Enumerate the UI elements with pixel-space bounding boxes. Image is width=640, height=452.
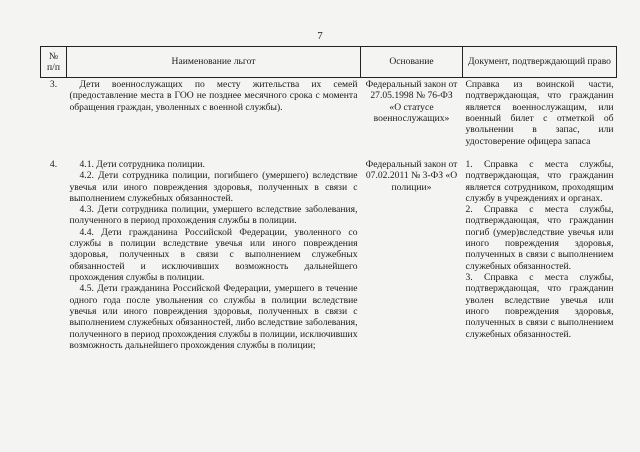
document-text: Справка из воинской части, подтверждающая, что гражданин является военнослужащим, или военный билет с отметкой об увольнении в запас, или удостоверение офицера запаса xyxy=(465,79,614,147)
row-basis: Федеральный закон от 07.02.2011 № 3-ФЗ «О полиции» xyxy=(365,158,458,193)
row-benefit xyxy=(67,78,361,155)
header-document: Документ, подтверждающий право xyxy=(463,47,617,78)
benefit-item: 4.1. Дети сотрудника полиции. xyxy=(79,158,205,170)
row-benefit xyxy=(67,155,361,351)
row-documents xyxy=(463,78,617,155)
benefit-item: 4.2. Дети сотрудника полиции, погибшего (умершего) вследствие увечья или иного повреждения здоровья, полученных в связи с выполнением служебных обязанностей. xyxy=(69,170,358,204)
row-documents xyxy=(463,155,617,351)
benefit-item: 4.4. Дети гражданина Российской Федерации, уволенного со службы в полиции вследствие увечья или иного повреждения здоровья, полученных в связи с выполнением служебных обязанностей и исключивших возможность дальнейшего прохождения службы в полиции. xyxy=(69,226,358,283)
document-item: 3. Справка с места службы, подтверждающая, что гражданин уволен вследствие увечья или иного повреждения здоровья, полученных в связи с выполнением служебных обязанностей. xyxy=(465,272,614,340)
benefit-item: 4.3. Дети сотрудника полиции, умершего вследствие заболевания, полученного в период прохождения службы в полиции. xyxy=(69,204,358,227)
benefit-item: 4.5. Дети гражданина Российской Федерации, умершего в течение одного года после увольнения со службы в полиции вследствие увечья или иного повреждения здоровья, полученных в связи с выполнением служебных обязанностей, либо вследствие заболевания, полученного в период прохождения службы в полиции, исключивших возможность дальнейшего прохождения службы в полиции; xyxy=(69,283,358,351)
header-num: № п/п xyxy=(41,47,67,78)
document-item: 2. Справка с места службы, подтверждающая, что гражданин погиб (умер)вследствие увечья или иного повреждения здоровья, полученных в связи с выполнением служебных обязанностей. xyxy=(465,204,614,272)
page-number: 7 xyxy=(317,30,323,42)
row-num: 3. xyxy=(49,79,58,90)
table-row xyxy=(41,155,617,351)
table-row xyxy=(41,78,617,155)
header-basis: Основание xyxy=(361,47,463,78)
benefit-text: Дети военнослужащих по месту жительства их семей (предоставление места в ГОО не позднее месячного срока с момента обращения граждан, уволенных с военной службы). xyxy=(69,79,358,113)
row-basis: Федеральный закон от 27.05.1998 № 76-ФЗ «О статусе военнослужащих» xyxy=(365,79,458,124)
header-benefit-name: Наименование льгот xyxy=(67,47,361,78)
row-num: 4. xyxy=(49,158,58,170)
benefits-table xyxy=(40,46,617,351)
document-item: 1. Справка с места службы, подтверждающая, что гражданин является сотрудником, проходящим службу в учреждениях и органах. xyxy=(465,158,614,204)
table-header-row xyxy=(41,47,617,78)
